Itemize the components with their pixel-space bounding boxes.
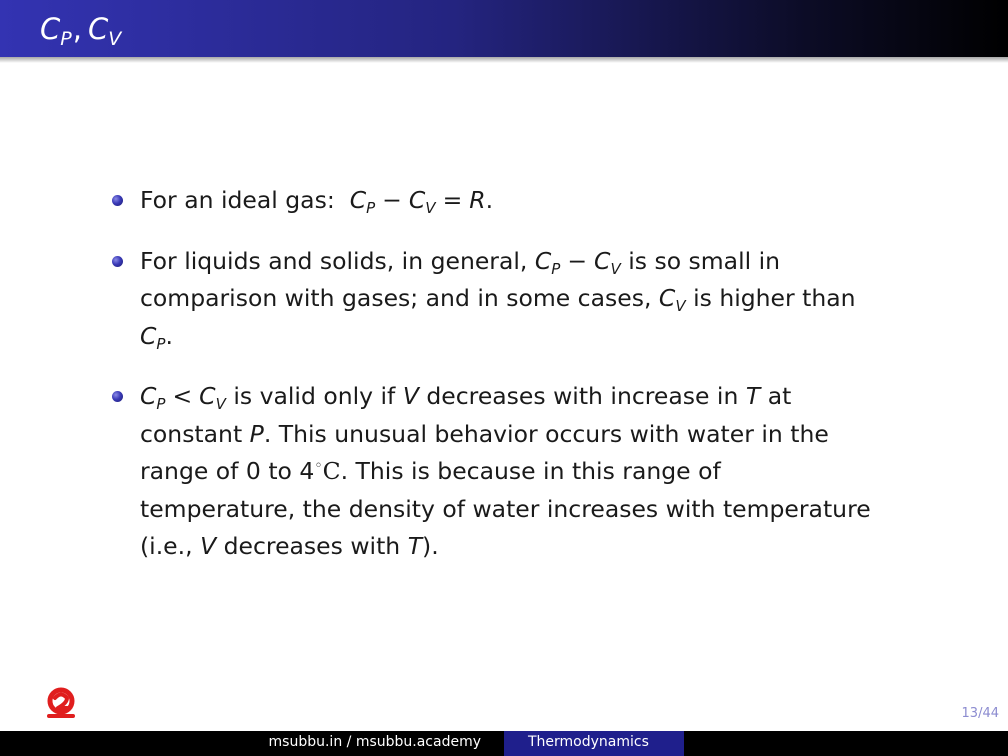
slide-title: $C_P$, $C_V$ bbox=[40, 12, 122, 50]
msubbu-logo-icon bbox=[45, 687, 77, 719]
list-item: $C_P < C_V$ is valid only if V decreases with increase in T at constant P. This unusual behavior occurs with water in the range of 0 to 4◦C. This is because in this range of temperature, the density of water increases with temperature (i.e., V decreases with T). bbox=[112, 378, 922, 566]
title-bar bbox=[0, 0, 1008, 57]
page-number: 13/44 bbox=[961, 706, 999, 721]
bullet-icon bbox=[112, 256, 123, 267]
footer bbox=[0, 731, 1008, 756]
footer-title: Thermodynamics bbox=[504, 731, 684, 756]
title-bar-shadow bbox=[0, 57, 1008, 63]
bullet-icon bbox=[112, 391, 123, 402]
bullet-icon bbox=[112, 195, 123, 206]
list-item: For liquids and solids, in general, $C_P - C_V$ is so small in comparison with gases; and in some cases, $C_V$ is higher than $C_P$. bbox=[112, 243, 922, 356]
list-item: For an ideal gas: $C_P - C_V = R$. bbox=[112, 182, 922, 220]
bullet-list bbox=[112, 182, 922, 589]
footer-author: msubbu.in / msubbu.academy bbox=[0, 731, 504, 756]
